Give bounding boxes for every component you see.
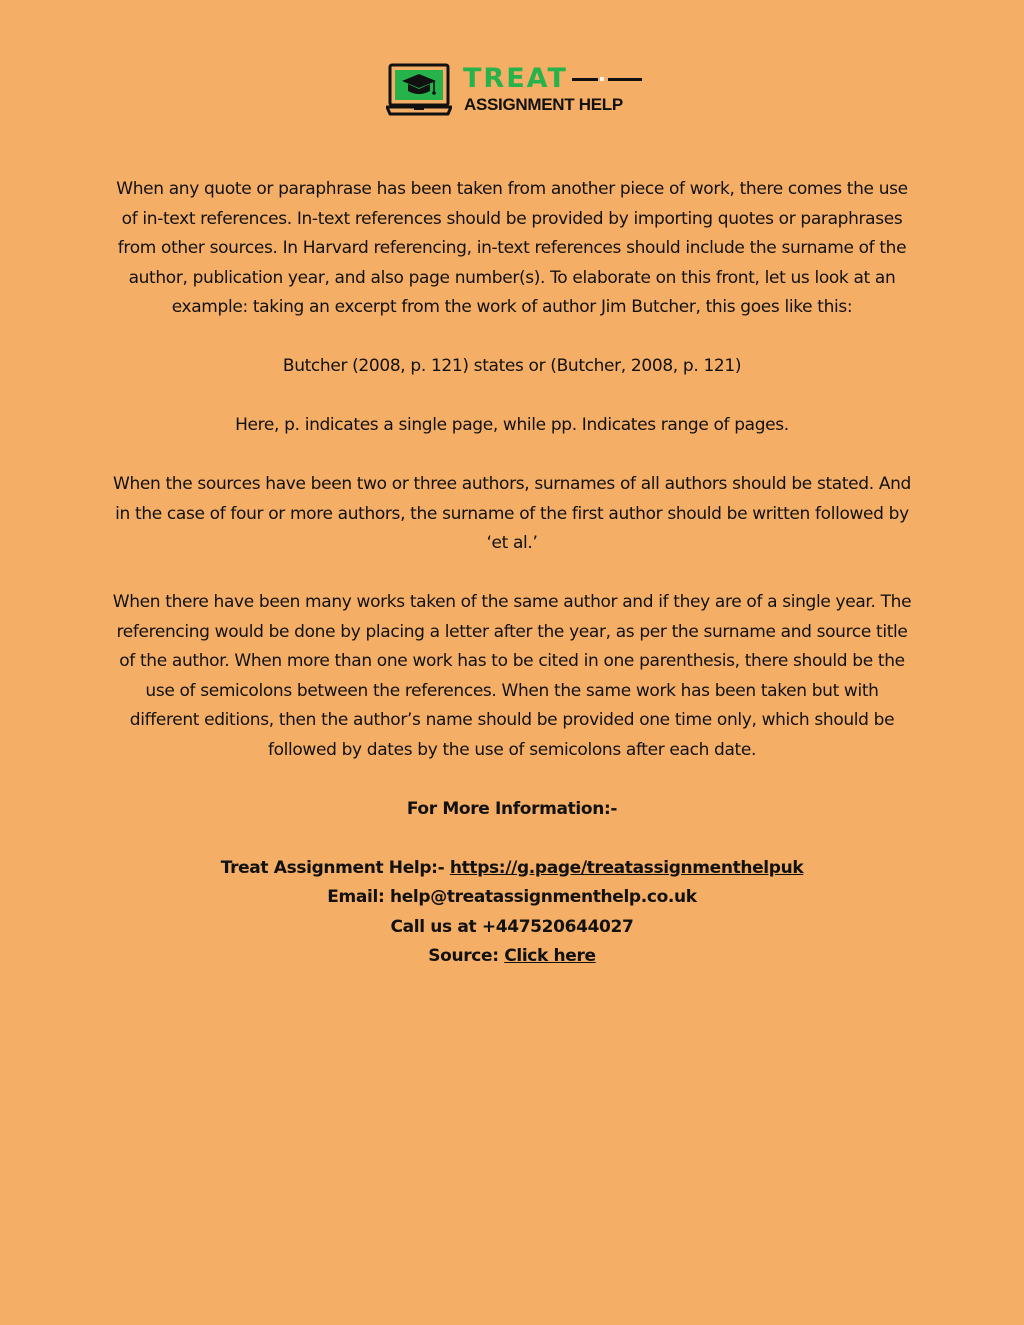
- source-click-here-link[interactable]: Click here: [504, 946, 596, 966]
- company-page-link[interactable]: https://g.page/treatassignmenthelpuk: [449, 857, 804, 878]
- logo-dash: [572, 78, 598, 81]
- source-label: Source:: [428, 946, 505, 966]
- paragraph-citation-example: Butcher (2008, p. 121) states or (Butcher, 2008, p. 121): [282, 356, 742, 376]
- logo-top-row: [463, 62, 642, 96]
- paragraph-page-indicator: Here, p. indicates a single page, while pp. Indicates range of pages.: [235, 415, 789, 435]
- logo-treat-text: TREAT: [463, 63, 568, 94]
- logo-dot: [600, 77, 604, 81]
- company-line: [112, 854, 912, 884]
- company-label: Treat Assignment Help:-: [220, 857, 450, 878]
- paragraph-same-author-works: When there have been many works taken of the same author and if they are of a single year. The referencing would be done by placing a letter after the year, as per the surname and source title of the author. When more than one work has to be cited in one parenthesis, there should be the use of semicolons between the references. When the same work has been taken but with different editions, then the author’s name should be provided one time only, which should be followed by dates by the use of semicolons after each date.: [112, 592, 912, 760]
- more-info-heading: For More Information:-: [406, 798, 618, 819]
- graduation-cap-laptop-icon: [386, 62, 452, 116]
- treat-assignment-help-logo: [386, 62, 646, 118]
- logo-subtitle-text: ASSIGNMENT HELP: [464, 95, 623, 114]
- paragraph-multiple-authors: When the sources have been two or three authors, surnames of all authors should be stated. And in the case of four or more authors, the surname of the first author should be written followed by ‘et al.’: [113, 474, 911, 553]
- email-line: Email: help@treatassignmenthelp.co.uk: [327, 887, 697, 907]
- source-line: [112, 942, 912, 972]
- phone-line: Call us at +447520644027: [390, 916, 634, 937]
- logo-dash-long: [608, 78, 642, 81]
- document-body: [112, 175, 912, 972]
- paragraph-intext-references: When any quote or paraphrase has been taken from another piece of work, there comes the use of in-text references. In-text references should be provided by importing quotes or paraphrases from other sources. In Harvard referencing, in-text references should include the surname of the author, publication year, and also page number(s). To elaborate on this front, let us look at an example: taking an excerpt from the work of author Jim Butcher, this goes like this:: [116, 179, 908, 317]
- contact-block: [112, 854, 912, 972]
